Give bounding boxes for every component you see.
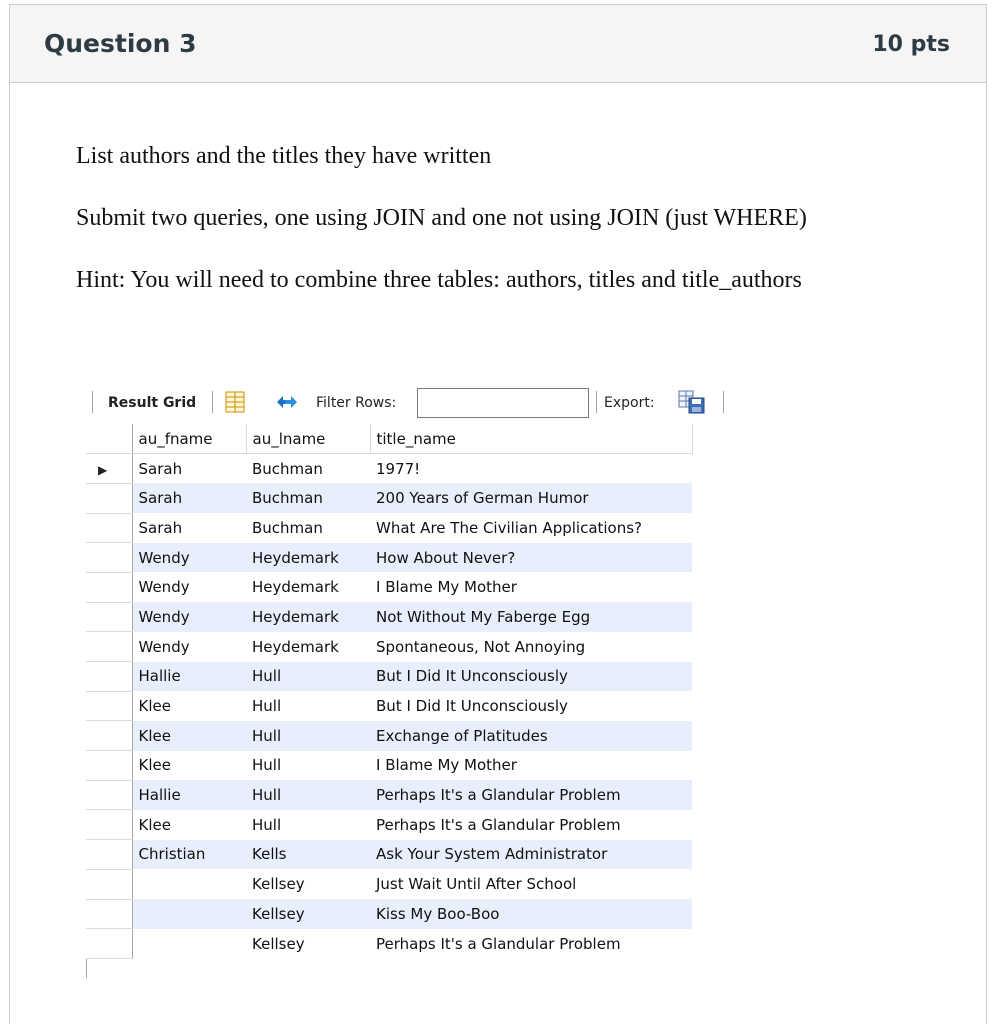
table-row[interactable] [86,572,692,602]
row-marker[interactable] [86,572,132,602]
cell-au-fname[interactable]: Sarah [138,459,183,478]
result-grid-toolbar [86,378,736,424]
cell-title-name[interactable]: What Are The Civilian Applications? [376,518,643,537]
result-grid-screenshot [86,378,736,978]
export-label: Export: [604,395,655,411]
cell-au-fname[interactable]: Wendy [138,578,190,597]
row-marker[interactable] [86,721,132,751]
cell-au-fname[interactable]: Klee [132,721,246,751]
toolbar-separator [723,391,724,413]
filter-rows-label: Filter Rows: [316,395,397,411]
form-grid-icon[interactable] [225,391,245,417]
table-row[interactable] [86,721,692,751]
row-marker[interactable] [86,691,132,721]
cell-title-name[interactable]: Ask Your System Administrator [370,840,692,870]
result-table [86,424,693,959]
table-row[interactable] [86,602,692,632]
cell-au-fname[interactable] [132,869,246,899]
cell-au-lname[interactable]: Hull [252,756,282,775]
question-points: 10 pts [872,32,950,57]
cell-title-name[interactable]: But I Did It Unconsciously [370,662,692,692]
row-marker[interactable] [86,780,132,810]
cell-au-lname[interactable]: Buchman [252,459,323,478]
result-grid-tab[interactable]: Result Grid [108,395,197,411]
question-header [10,5,986,83]
table-row[interactable] [86,691,692,721]
cell-au-fname[interactable]: Wendy [132,602,246,632]
table-row[interactable] [86,483,692,513]
toolbar-separator [212,391,213,413]
cell-au-lname[interactable]: Hull [252,815,282,834]
cell-au-lname[interactable]: Hull [246,780,370,810]
cell-au-fname[interactable]: Hallie [132,662,246,692]
cell-title-name[interactable]: But I Did It Unconsciously [376,697,568,716]
cell-au-lname[interactable]: Kellsey [252,934,305,953]
cell-au-lname[interactable]: Hull [252,697,282,716]
cell-au-lname[interactable]: Hull [246,721,370,751]
cell-title-name[interactable]: Spontaneous, Not Annoying [376,637,586,656]
column-header-au-lname[interactable]: au_lname [246,424,370,454]
cell-au-lname[interactable]: Buchman [252,518,323,537]
cell-au-fname[interactable]: Sarah [132,483,246,513]
row-marker[interactable] [86,810,132,840]
cell-au-lname[interactable]: Buchman [246,483,370,513]
cell-au-lname[interactable]: Kellsey [252,875,305,894]
row-marker[interactable] [86,543,132,573]
export-icon[interactable] [678,390,708,418]
cell-title-name[interactable]: How About Never? [370,543,692,573]
row-marker[interactable] [86,513,132,543]
cell-au-fname[interactable]: Sarah [138,518,183,537]
row-marker-header [86,424,132,454]
table-row[interactable] [86,869,692,899]
table-row[interactable] [86,751,692,781]
cell-au-lname[interactable]: Hull [246,662,370,692]
table-row[interactable] [86,810,692,840]
cell-title-name[interactable]: Not Without My Faberge Egg [370,602,692,632]
column-header-au-fname[interactable]: au_fname [132,424,246,454]
cell-au-fname[interactable]: Wendy [138,637,190,656]
table-row[interactable] [86,632,692,662]
cell-title-name[interactable]: Perhaps It's a Glandular Problem [376,934,621,953]
table-row[interactable] [86,899,692,929]
prompt-line-2: Submit two queries, one using JOIN and one not using JOIN (just WHERE) [76,205,807,231]
column-header-title-name[interactable]: title_name [370,424,692,454]
cell-au-lname[interactable]: Heydemark [252,637,339,656]
row-marker[interactable] [86,899,132,929]
cell-title-name[interactable]: Kiss My Boo-Boo [370,899,692,929]
cell-au-fname[interactable]: Christian [132,840,246,870]
result-table-body [86,454,692,959]
row-marker[interactable] [86,929,132,959]
cell-au-fname[interactable]: Hallie [132,780,246,810]
cell-au-fname[interactable]: Klee [138,697,171,716]
toolbar-separator [596,391,597,413]
table-row[interactable] [86,543,692,573]
row-marker[interactable] [86,662,132,692]
cell-au-fname[interactable]: Klee [138,756,171,775]
table-row[interactable] [86,454,692,484]
cell-title-name[interactable]: I Blame My Mother [376,756,517,775]
cell-au-lname[interactable]: Kellsey [246,899,370,929]
toolbar-separator [92,391,93,413]
cell-au-fname[interactable]: Wendy [132,543,246,573]
row-marker[interactable] [86,751,132,781]
row-marker[interactable] [86,454,132,484]
cell-title-name[interactable]: I Blame My Mother [376,578,517,597]
current-row-arrow-icon: ▶ [98,462,108,477]
row-marker[interactable] [86,840,132,870]
table-row[interactable] [86,929,692,959]
header-row [86,424,692,454]
question-title: Question 3 [44,29,197,58]
cell-title-name[interactable]: Perhaps It's a Glandular Problem [376,815,621,834]
cell-au-fname[interactable] [132,929,246,959]
row-marker[interactable] [86,632,132,662]
prompt-line-1: List authors and the titles they have written [76,143,492,169]
filter-rows-input[interactable] [417,388,589,418]
cell-au-lname[interactable]: Heydemark [246,602,370,632]
row-marker[interactable] [86,869,132,899]
row-marker[interactable] [86,602,132,632]
cell-au-lname[interactable]: Heydemark [246,543,370,573]
cell-au-fname[interactable] [132,899,246,929]
cell-title-name[interactable]: 200 Years of German Humor [370,483,692,513]
cell-au-fname[interactable]: Klee [138,815,171,834]
cell-title-name[interactable]: Perhaps It's a Glandular Problem [370,780,692,810]
cell-au-lname[interactable]: Heydemark [252,578,339,597]
table-row[interactable] [86,840,692,870]
prompt-line-3: Hint: You will need to combine three tables: authors, titles and title_authors [76,267,802,293]
cell-title-name[interactable]: 1977! [376,459,421,478]
cell-title-name[interactable]: Just Wait Until After School [376,875,577,894]
cell-title-name[interactable]: Exchange of Platitudes [370,721,692,751]
refresh-icon[interactable] [275,393,299,415]
table-row[interactable] [86,780,692,810]
table-row[interactable] [86,662,692,692]
table-row[interactable] [86,513,692,543]
cell-au-lname[interactable]: Kells [246,840,370,870]
row-marker[interactable] [86,483,132,513]
